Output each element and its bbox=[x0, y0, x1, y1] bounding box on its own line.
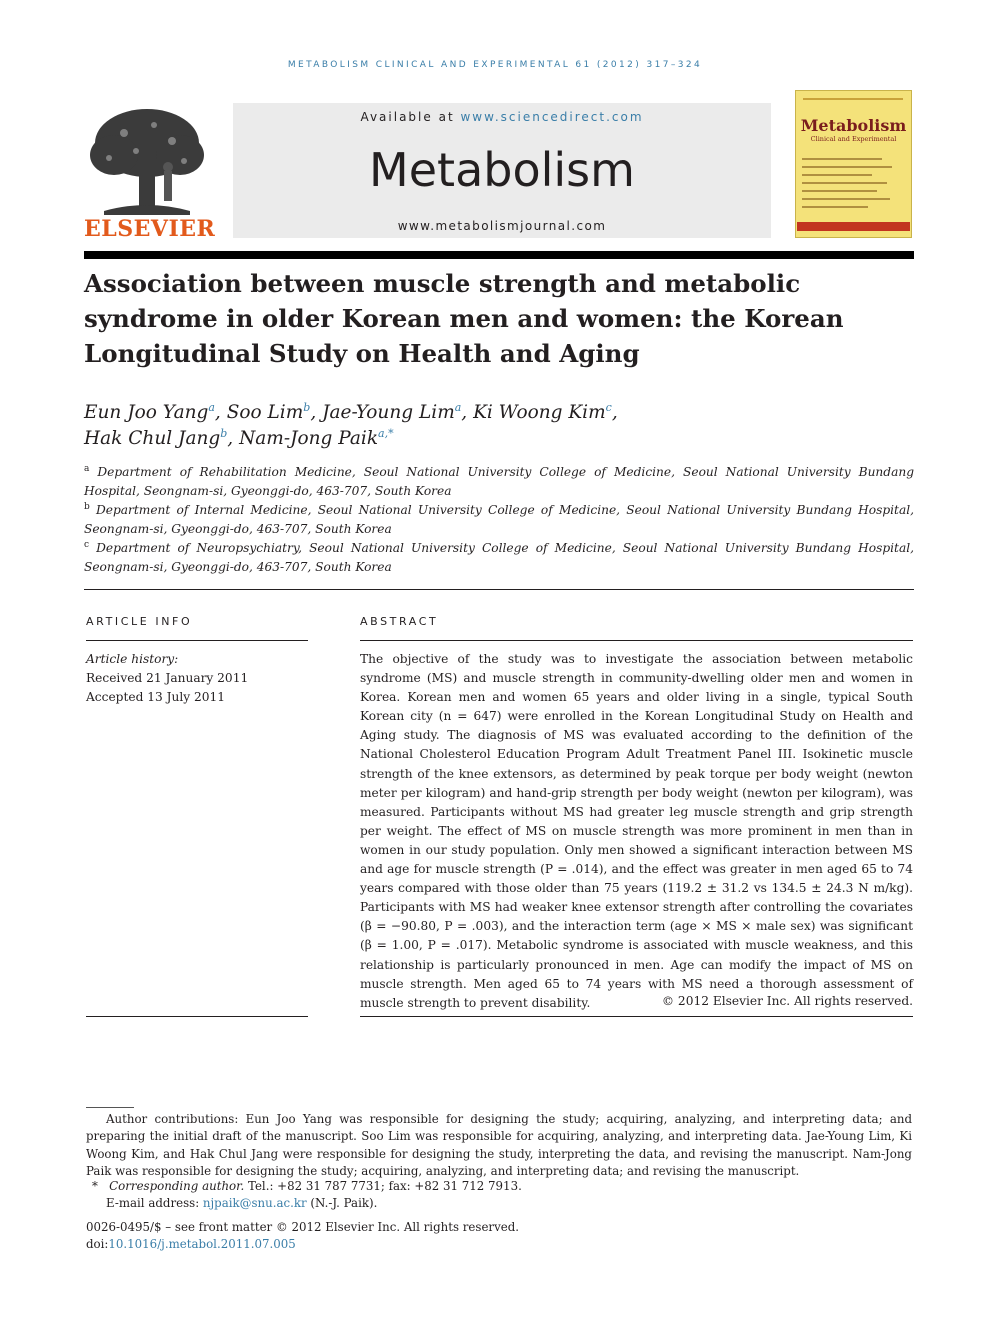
cover-text-line bbox=[802, 206, 868, 208]
author-list: Eun Joo Yang$^a$, Soo Lim$^b$, Jae-Young Lim$^a$, Ki Woong Kim$^c$, Hak Chul Jang$^b$, Nam-Jong Paik$^{a,*}$ bbox=[84, 400, 618, 449]
author-name[interactable]: Soo Lim bbox=[226, 402, 304, 423]
cover-text-line bbox=[802, 174, 872, 176]
cover-subtitle: Clinical and Experimental bbox=[810, 135, 897, 143]
cover-text-line bbox=[802, 182, 887, 184]
doi-link[interactable]: 10.1016/j.metabol.2011.07.005 bbox=[108, 1237, 296, 1251]
author-name[interactable]: Jae-Young Lim bbox=[322, 402, 455, 423]
abstract-rule bbox=[360, 640, 913, 641]
footnote-asterisk: * bbox=[92, 1179, 98, 1193]
email-link[interactable]: njpaik@snu.ac.kr bbox=[202, 1196, 307, 1210]
cover-band bbox=[797, 222, 910, 231]
article-title: Association between muscle strength and metabolic syndrome in older Korean men and women: the Korean Longitudinal Study on Health and Aging bbox=[84, 269, 844, 368]
running-head: METABOLISM CLINICAL AND EXPERIMENTAL 61 (2012) 317–324 bbox=[287, 60, 703, 70]
author-affil-mark[interactable]: c bbox=[605, 400, 612, 414]
corresponding-label: Corresponding author. bbox=[109, 1179, 245, 1193]
affiliation-text: Department of Neuropsychiatry, Seoul National University College of Medicine, Seoul National University Bundang Hospital, Seongnam-si, Gyeonggi-do, 463-707, South Korea bbox=[84, 541, 914, 574]
issn-line: 0026-0495/$ – see front matter © 2012 Elsevier Inc. All rights reserved. bbox=[86, 1220, 520, 1234]
author-name[interactable]: Hak Chul Jang bbox=[84, 428, 221, 449]
available-at-line bbox=[233, 110, 771, 124]
accepted-date: Accepted 13 July 2011 bbox=[86, 690, 226, 704]
article-info-bottom-rule bbox=[86, 1016, 308, 1017]
author-name[interactable]: Eun Joo Yang bbox=[84, 402, 209, 423]
sciencedirect-link[interactable]: www.sciencedirect.com bbox=[460, 110, 644, 124]
email-label: E-mail address: bbox=[106, 1196, 200, 1210]
author-name[interactable]: Ki Woong Kim bbox=[473, 402, 606, 423]
affiliation-mark: a bbox=[84, 463, 90, 474]
abstract-bottom-rule bbox=[360, 1016, 913, 1017]
article-history-label: Article history: bbox=[86, 652, 179, 666]
footnote-rule bbox=[86, 1107, 134, 1108]
author-contributions-note: Author contributions: Eun Joo Yang was responsible for designing the study; acquiring, analyzing, and interpreting data; and preparing the initial draft of the manuscript. Soo Lim was responsible for acquiring, analyzing, and interpreting data. Jae-Young Lim, Ki Woong Kim, and Hak Chul Jang were responsible for designing the study, interpreting the data, and revising the manuscript. Nam-Jong Paik was responsible for designing the study; acquiring, analyzing, and interpreting data; and revising the manuscript. bbox=[86, 1112, 912, 1179]
email-note bbox=[106, 1195, 912, 1212]
affiliation-mark: b bbox=[84, 501, 90, 512]
journal-cover bbox=[795, 90, 912, 238]
abstract-heading: ABSTRACT bbox=[360, 615, 439, 628]
abstract-text: The objective of the study was to investigate the association between metabolic syndrome (MS) and muscle strength in community-dwelling older men and women in Korea. Korean men and women 65 years and older living in a single, typical South Korean city (n = 647) were enrolled in the Korean Longitudinal Study on Health and Aging study. The diagnosis of MS was evaluated according to the definition of the National Cholesterol Education Program Adult Treatment Panel III. Isokinetic muscle strength of the knee extensors, as determined by peak torque per body weight (newton meter per kilogram) and hand-grip strength per body weight (newton per kilogram), was measured. Participants without MS had greater leg muscle strength and grip strength per weight. The effect of MS on muscle strength was more prominent in men than in women in our study population. Only men showed a significant interaction between MS and age for muscle strength (P = .014), and the effect was greater in men aged 65 to 74 years compared with those older than 75 years (119.2 ± 31.2 vs 134.5 ± 24.3 N m/kg). Participants with MS had weaker knee extensor strength after controlling the covariates (β = −90.80, P = .003), and the interaction term (age × MS × male sex) was significant (β = 1.00, P = .017). Metabolic syndrome is associated with muscle weakness, and this relationship is particularly pronounced in men. Age can modify the impact of MS on muscle strength. Men aged 65 to 74 years with MS need a thorough assessment of muscle strength to prevent disability. bbox=[360, 652, 914, 1010]
article-info-rule bbox=[86, 640, 308, 641]
corresponding-contact: Tel.: +82 31 787 7731; fax: +82 31 712 7913. bbox=[248, 1179, 522, 1193]
cover-text-line bbox=[802, 190, 877, 192]
affiliation bbox=[84, 539, 914, 577]
doi-prefix: doi: bbox=[86, 1237, 109, 1251]
affiliation-text: Department of Internal Medicine, Seoul National University College of Medicine, Seoul National University Bundang Hospital, Seongnam-si, Gyeonggi-do, 463-707, South Korea bbox=[84, 503, 914, 536]
author-affil-mark[interactable]: a,* bbox=[378, 426, 394, 440]
doi-line bbox=[86, 1236, 912, 1253]
article-info-heading: ARTICLE INFO bbox=[86, 615, 193, 628]
cover-text-line bbox=[802, 166, 892, 168]
cover-top-rule bbox=[803, 98, 903, 100]
journal-url[interactable]: www.metabolismjournal.com bbox=[397, 219, 607, 233]
author-name[interactable]: Nam-Jong Paik bbox=[239, 428, 379, 449]
author-affil-mark[interactable]: b bbox=[220, 426, 228, 440]
available-prefix: Available at bbox=[360, 110, 455, 124]
affiliation bbox=[84, 463, 914, 501]
cover-text-line bbox=[802, 158, 882, 160]
author-affil-mark[interactable]: a bbox=[454, 400, 462, 414]
cover-title: Metabolism bbox=[800, 116, 907, 135]
affiliation-rule bbox=[84, 589, 914, 590]
affiliation bbox=[84, 501, 914, 539]
journal-name: Metabolism bbox=[369, 143, 635, 197]
header-rule bbox=[84, 251, 914, 259]
abstract-copyright: © 2012 Elsevier Inc. All rights reserved. bbox=[661, 994, 913, 1008]
email-suffix: (N.-J. Paik). bbox=[310, 1196, 378, 1210]
affiliation-mark: c bbox=[84, 539, 90, 550]
elsevier-wordmark: ELSEVIER bbox=[84, 216, 216, 242]
corresponding-author-note bbox=[92, 1178, 912, 1195]
received-date: Received 21 January 2011 bbox=[86, 671, 249, 685]
affiliation-text: Department of Rehabilitation Medicine, Seoul National University College of Medicine, Seoul National University Bundang Hospital, Seongnam-si, Gyeonggi-do, 463-707, South Korea bbox=[84, 465, 915, 498]
author-affil-mark[interactable]: b bbox=[303, 400, 311, 414]
cover-text-line bbox=[802, 198, 890, 200]
author-affil-mark[interactable]: a bbox=[208, 400, 215, 414]
